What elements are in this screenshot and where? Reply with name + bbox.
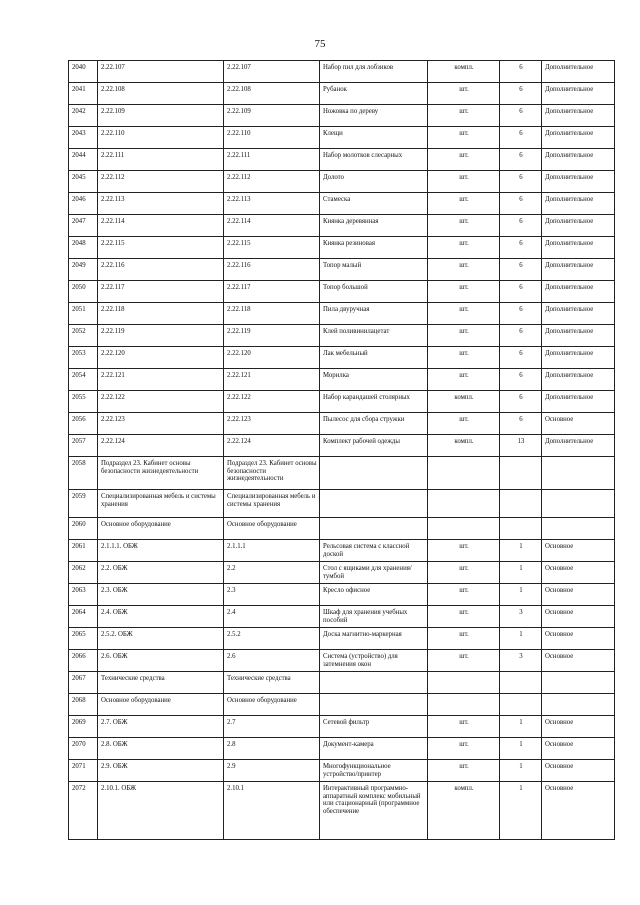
item-code: 2.22.107	[224, 61, 320, 83]
quantity: 6	[500, 171, 542, 193]
unit: шт.	[428, 347, 500, 369]
section-code: 2.6. ОБЖ	[98, 650, 224, 672]
table-row	[69, 562, 615, 584]
quantity: 1	[500, 760, 542, 782]
item-code: 2.22.113	[224, 193, 320, 215]
table-row	[69, 650, 615, 672]
row-number: 2064	[69, 606, 98, 628]
equipment-type: Дополнительное	[542, 127, 615, 149]
table-row	[69, 105, 615, 127]
item-code: 2.22.112	[224, 171, 320, 193]
item-code: 2.2	[224, 562, 320, 584]
quantity: 1	[500, 716, 542, 738]
quantity: 6	[500, 193, 542, 215]
item-name: Пила двуручная	[320, 303, 428, 325]
equipment-type: Основное	[542, 738, 615, 760]
unit: шт.	[428, 171, 500, 193]
item-name: Клещи	[320, 127, 428, 149]
unit: шт.	[428, 127, 500, 149]
item-code: 2.4	[224, 606, 320, 628]
item-name: Рубанок	[320, 83, 428, 105]
item-name: Сетевой фильтр	[320, 716, 428, 738]
quantity: 6	[500, 391, 542, 413]
section-code: 2.22.124	[98, 435, 224, 457]
equipment-type	[542, 518, 615, 540]
table-row	[69, 391, 615, 413]
table-row	[69, 540, 615, 562]
section-code: 2.22.122	[98, 391, 224, 413]
table-row	[69, 325, 615, 347]
equipment-type: Дополнительное	[542, 83, 615, 105]
item-code: 2.22.111	[224, 149, 320, 171]
row-number: 2054	[69, 369, 98, 391]
section-code: 2.22.121	[98, 369, 224, 391]
row-number: 2062	[69, 562, 98, 584]
unit	[428, 457, 500, 490]
item-name: Набор пил для лобзиков	[320, 61, 428, 83]
quantity: 6	[500, 105, 542, 127]
section-code: 2.22.117	[98, 281, 224, 303]
item-code: 2.22.110	[224, 127, 320, 149]
quantity: 6	[500, 281, 542, 303]
item-name	[320, 457, 428, 490]
row-number: 2071	[69, 760, 98, 782]
item-code: 2.22.115	[224, 237, 320, 259]
item-name: Комплект рабочей одежды	[320, 435, 428, 457]
item-code: 2.6	[224, 650, 320, 672]
equipment-type: Дополнительное	[542, 193, 615, 215]
page-number: 75	[314, 38, 326, 50]
section-code: 2.22.113	[98, 193, 224, 215]
item-code: Специализированная мебель и системы хранения	[224, 490, 320, 518]
equipment-type: Основное	[542, 584, 615, 606]
row-number: 2047	[69, 215, 98, 237]
section-code: 2.9. ОБЖ	[98, 760, 224, 782]
section-code: Технические средства	[98, 672, 224, 694]
quantity: 6	[500, 325, 542, 347]
equipment-type: Дополнительное	[542, 303, 615, 325]
equipment-type	[542, 490, 615, 518]
section-code: 2.4. ОБЖ	[98, 606, 224, 628]
item-name: Пылесос для сбора стружки	[320, 413, 428, 435]
unit: шт.	[428, 738, 500, 760]
section-code: 2.22.111	[98, 149, 224, 171]
equipment-type: Основное	[542, 760, 615, 782]
table-row	[69, 518, 615, 540]
item-code: Подраздел 23. Кабинет основы безопасности жизнедеятельности	[224, 457, 320, 490]
unit: шт.	[428, 281, 500, 303]
unit: шт.	[428, 540, 500, 562]
section-code: 2.7. ОБЖ	[98, 716, 224, 738]
quantity: 1	[500, 562, 542, 584]
quantity: 6	[500, 61, 542, 83]
unit: шт.	[428, 650, 500, 672]
row-number: 2066	[69, 650, 98, 672]
item-name: Киянка деревянная	[320, 215, 428, 237]
item-name: Документ-камера	[320, 738, 428, 760]
item-code: 2.8	[224, 738, 320, 760]
unit: шт.	[428, 105, 500, 127]
table-row	[69, 347, 615, 369]
table-row	[69, 171, 615, 193]
item-name: Набор молотков слесарных	[320, 149, 428, 171]
item-name	[320, 694, 428, 716]
item-name: Ножовка по дереву	[320, 105, 428, 127]
table-row	[69, 435, 615, 457]
unit: шт.	[428, 193, 500, 215]
equipment-type: Дополнительное	[542, 171, 615, 193]
row-number: 2060	[69, 518, 98, 540]
section-code: 2.3. ОБЖ	[98, 584, 224, 606]
item-name: Топор большой	[320, 281, 428, 303]
equipment-type: Дополнительное	[542, 325, 615, 347]
section-code: 2.8. ОБЖ	[98, 738, 224, 760]
section-code: 2.22.116	[98, 259, 224, 281]
equipment-type	[542, 457, 615, 490]
quantity: 6	[500, 303, 542, 325]
item-name: Стамеска	[320, 193, 428, 215]
table-row	[69, 716, 615, 738]
section-code: 2.22.115	[98, 237, 224, 259]
table-row	[69, 413, 615, 435]
row-number: 2061	[69, 540, 98, 562]
unit: шт.	[428, 237, 500, 259]
unit: шт.	[428, 259, 500, 281]
table-row	[69, 738, 615, 760]
unit	[428, 672, 500, 694]
row-number: 2051	[69, 303, 98, 325]
row-number: 2072	[69, 782, 98, 840]
row-number: 2040	[69, 61, 98, 83]
row-number: 2056	[69, 413, 98, 435]
quantity	[500, 672, 542, 694]
table-row	[69, 628, 615, 650]
equipment-type: Дополнительное	[542, 149, 615, 171]
unit: шт.	[428, 369, 500, 391]
table-row	[69, 369, 615, 391]
section-code: 2.22.107	[98, 61, 224, 83]
item-code: 2.22.114	[224, 215, 320, 237]
quantity: 1	[500, 738, 542, 760]
quantity	[500, 457, 542, 490]
item-code: 2.1.1.1	[224, 540, 320, 562]
equipment-type: Основное	[542, 650, 615, 672]
equipment-type: Основное	[542, 782, 615, 840]
equipment-type: Основное	[542, 562, 615, 584]
equipment-type: Дополнительное	[542, 391, 615, 413]
equipment-type: Основное	[542, 716, 615, 738]
section-code: 2.22.119	[98, 325, 224, 347]
item-name: Долото	[320, 171, 428, 193]
equipment-type: Дополнительное	[542, 259, 615, 281]
table-row	[69, 490, 615, 518]
item-name	[320, 490, 428, 518]
quantity: 3	[500, 606, 542, 628]
item-name: Киянка резиновая	[320, 237, 428, 259]
item-name: Многофункциональное устройство/принтер	[320, 760, 428, 782]
unit	[428, 694, 500, 716]
equipment-type: Дополнительное	[542, 215, 615, 237]
item-code: 2.22.119	[224, 325, 320, 347]
item-code: 2.22.109	[224, 105, 320, 127]
quantity: 1	[500, 540, 542, 562]
row-number: 2055	[69, 391, 98, 413]
equipment-type: Основное	[542, 413, 615, 435]
item-code: Основное оборудование	[224, 518, 320, 540]
unit: шт.	[428, 149, 500, 171]
row-number: 2069	[69, 716, 98, 738]
item-code: 2.9	[224, 760, 320, 782]
unit: шт.	[428, 584, 500, 606]
item-code: 2.3	[224, 584, 320, 606]
item-code: Технические средства	[224, 672, 320, 694]
quantity: 13	[500, 435, 542, 457]
quantity: 6	[500, 413, 542, 435]
quantity: 6	[500, 127, 542, 149]
row-number: 2049	[69, 259, 98, 281]
section-code: 2.22.118	[98, 303, 224, 325]
section-code: Основное оборудование	[98, 694, 224, 716]
row-number: 2048	[69, 237, 98, 259]
row-number: 2070	[69, 738, 98, 760]
table-row	[69, 281, 615, 303]
row-number: 2042	[69, 105, 98, 127]
table-row	[69, 193, 615, 215]
row-number: 2050	[69, 281, 98, 303]
item-name: Кресло офисное	[320, 584, 428, 606]
item-name: Клей поливинилацетат	[320, 325, 428, 347]
unit: компл.	[428, 391, 500, 413]
section-code: 2.22.110	[98, 127, 224, 149]
section-code: 2.10.1. ОБЖ	[98, 782, 224, 840]
unit: шт.	[428, 716, 500, 738]
quantity: 6	[500, 347, 542, 369]
quantity	[500, 490, 542, 518]
row-number: 2041	[69, 83, 98, 105]
item-code: 2.22.117	[224, 281, 320, 303]
row-number: 2046	[69, 193, 98, 215]
unit: шт.	[428, 83, 500, 105]
item-code: 2.22.116	[224, 259, 320, 281]
table-row	[69, 457, 615, 490]
unit: компл.	[428, 61, 500, 83]
item-code: 2.7	[224, 716, 320, 738]
section-code: 2.5.2. ОБЖ	[98, 628, 224, 650]
equipment-type: Дополнительное	[542, 281, 615, 303]
row-number: 2043	[69, 127, 98, 149]
equipment-type: Дополнительное	[542, 61, 615, 83]
section-code: Основное оборудование	[98, 518, 224, 540]
item-name: Набор карандашей столярных	[320, 391, 428, 413]
row-number: 2068	[69, 694, 98, 716]
row-number: 2059	[69, 490, 98, 518]
table-row	[69, 83, 615, 105]
quantity: 6	[500, 83, 542, 105]
table-row	[69, 149, 615, 171]
item-code: 2.22.124	[224, 435, 320, 457]
section-code: 2.22.112	[98, 171, 224, 193]
quantity: 1	[500, 584, 542, 606]
item-name: Шкаф для хранения учебных пособий	[320, 606, 428, 628]
equipment-type: Дополнительное	[542, 237, 615, 259]
table-row	[69, 694, 615, 716]
item-code: 2.22.122	[224, 391, 320, 413]
quantity	[500, 518, 542, 540]
item-name: Лак мебельный	[320, 347, 428, 369]
table-row	[69, 215, 615, 237]
unit: компл.	[428, 782, 500, 840]
item-code: 2.10.1	[224, 782, 320, 840]
row-number: 2045	[69, 171, 98, 193]
unit: шт.	[428, 413, 500, 435]
table-row	[69, 782, 615, 840]
section-code: 2.1.1.1. ОБЖ	[98, 540, 224, 562]
table-row	[69, 584, 615, 606]
unit: шт.	[428, 562, 500, 584]
equipment-type: Дополнительное	[542, 105, 615, 127]
equipment-type: Основное	[542, 628, 615, 650]
quantity: 6	[500, 369, 542, 391]
item-code: 2.22.120	[224, 347, 320, 369]
item-name: Топор малый	[320, 259, 428, 281]
row-number: 2053	[69, 347, 98, 369]
row-number: 2058	[69, 457, 98, 490]
inventory-table	[68, 60, 615, 840]
unit: компл.	[428, 435, 500, 457]
row-number: 2052	[69, 325, 98, 347]
table-row	[69, 127, 615, 149]
table-row	[69, 303, 615, 325]
unit: шт.	[428, 325, 500, 347]
quantity	[500, 694, 542, 716]
item-name: Стол с ящиками для хранения/тумбой	[320, 562, 428, 584]
unit: шт.	[428, 760, 500, 782]
table-row	[69, 760, 615, 782]
section-code: 2.22.123	[98, 413, 224, 435]
unit: шт.	[428, 215, 500, 237]
row-number: 2067	[69, 672, 98, 694]
item-name	[320, 672, 428, 694]
unit	[428, 518, 500, 540]
equipment-type: Дополнительное	[542, 369, 615, 391]
table-row	[69, 672, 615, 694]
item-name: Морилка	[320, 369, 428, 391]
row-number: 2057	[69, 435, 98, 457]
quantity: 1	[500, 782, 542, 840]
equipment-type: Дополнительное	[542, 435, 615, 457]
quantity: 3	[500, 650, 542, 672]
unit: шт.	[428, 303, 500, 325]
item-name: Доска магнитно-маркерная	[320, 628, 428, 650]
equipment-type: Основное	[542, 540, 615, 562]
item-name	[320, 518, 428, 540]
equipment-type	[542, 694, 615, 716]
section-code: 2.22.109	[98, 105, 224, 127]
item-code: 2.22.108	[224, 83, 320, 105]
section-code: Специализированная мебель и системы хранения	[98, 490, 224, 518]
row-number: 2065	[69, 628, 98, 650]
unit: шт.	[428, 628, 500, 650]
quantity: 1	[500, 628, 542, 650]
section-code: 2.22.114	[98, 215, 224, 237]
quantity: 6	[500, 259, 542, 281]
item-code: 2.22.118	[224, 303, 320, 325]
section-code: Подраздел 23. Кабинет основы безопасности жизнедеятельности	[98, 457, 224, 490]
equipment-type	[542, 672, 615, 694]
table-row	[69, 61, 615, 83]
table-row	[69, 237, 615, 259]
row-number: 2063	[69, 584, 98, 606]
item-name: Интерактивный программно-аппаратный комплекс мобильный или стационарный (программное обеспечение	[320, 782, 428, 840]
section-code: 2.22.120	[98, 347, 224, 369]
equipment-type: Дополнительное	[542, 347, 615, 369]
table-row	[69, 259, 615, 281]
item-name: Система (устройство) для затемнения окон	[320, 650, 428, 672]
section-code: 2.22.108	[98, 83, 224, 105]
equipment-type: Основное	[542, 606, 615, 628]
item-code: Основное оборудование	[224, 694, 320, 716]
item-code: 2.5.2	[224, 628, 320, 650]
item-code: 2.22.123	[224, 413, 320, 435]
unit: шт.	[428, 606, 500, 628]
quantity: 6	[500, 237, 542, 259]
row-number: 2044	[69, 149, 98, 171]
quantity: 6	[500, 215, 542, 237]
quantity: 6	[500, 149, 542, 171]
unit	[428, 490, 500, 518]
item-code: 2.22.121	[224, 369, 320, 391]
item-name: Рельсовая система с классной доской	[320, 540, 428, 562]
table-row	[69, 606, 615, 628]
section-code: 2.2. ОБЖ	[98, 562, 224, 584]
